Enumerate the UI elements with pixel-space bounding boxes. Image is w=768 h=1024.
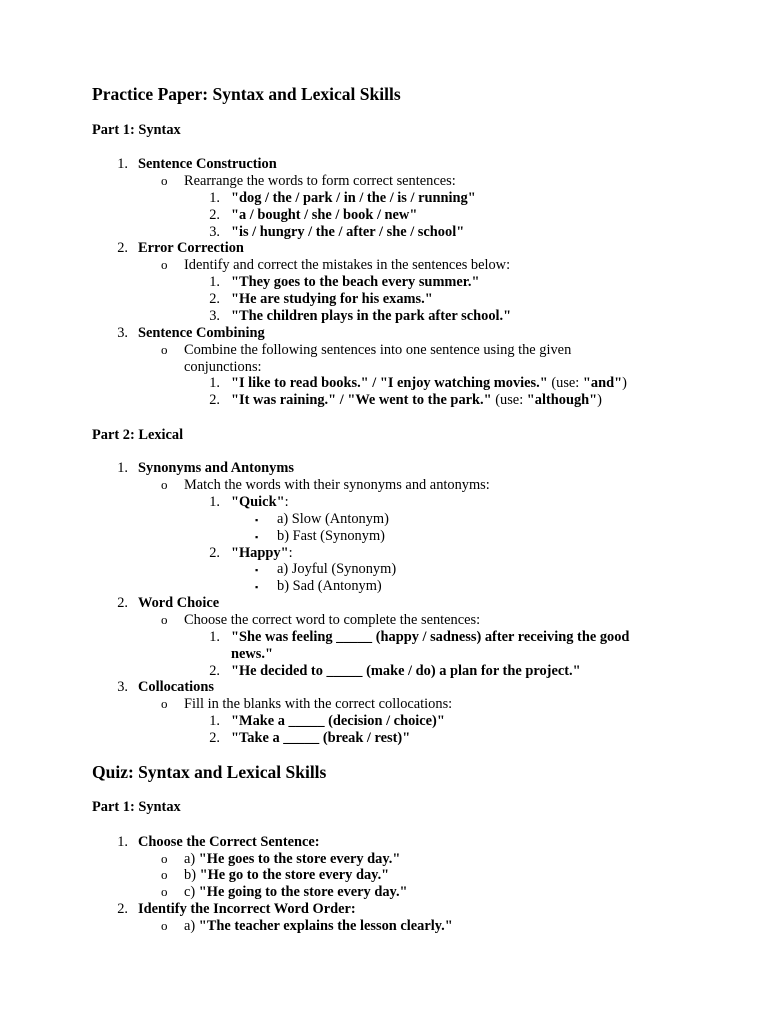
section-label: Synonyms and Antonyms [138, 460, 294, 476]
list-number: 2. [209, 291, 220, 307]
section-label: Sentence Construction [138, 156, 277, 172]
circle-bullet-icon: o [161, 612, 168, 627]
colon: : [288, 545, 293, 561]
list-item: "They goes to the beach every summer." [231, 274, 480, 290]
list-number: 2. [209, 663, 220, 679]
list-number: 2. [209, 207, 220, 223]
instruction-text: Combine the following sentences into one sentence using the given [184, 342, 572, 358]
list-item [231, 392, 602, 409]
list-number: 2. [209, 545, 220, 561]
item-close-paren: ) [597, 392, 602, 408]
option-letter: a) [184, 918, 199, 934]
list-number: 2. [117, 240, 128, 256]
question-label: Choose the Correct Sentence: [138, 834, 320, 850]
list-item [231, 545, 293, 562]
list-number: 2. [117, 901, 128, 917]
option-text: a) Slow (Antonym) [277, 511, 389, 527]
list-number: 3. [117, 325, 128, 341]
list-item: "He decided to _____ (make / do) a plan for the project." [231, 663, 581, 679]
circle-bullet-icon: o [161, 257, 168, 272]
list-item: "is / hungry / the / after / she / school" [231, 224, 465, 240]
list-item: "She was feeling _____ (happy / sadness) after receiving the good [231, 629, 630, 645]
instruction-text: Fill in the blanks with the correct collocations: [184, 696, 453, 712]
vocab-word: "Quick" [231, 494, 285, 510]
list-item-continued: news." [231, 646, 273, 662]
page-title: Practice Paper: Syntax and Lexical Skills [92, 84, 401, 104]
list-item: "a / bought / she / book / new" [231, 207, 418, 223]
option-text: b) Sad (Antonym) [277, 578, 382, 594]
list-number: 3. [209, 308, 220, 324]
option-text: b) Fast (Synonym) [277, 528, 385, 544]
answer-option [184, 851, 400, 868]
square-bullet-icon: ▪ [255, 582, 259, 592]
answer-option [184, 884, 408, 901]
option-letter: c) [184, 884, 199, 900]
vocab-word: "Happy" [231, 545, 289, 561]
list-number: 1. [209, 629, 220, 645]
part2-heading: Part 2: Lexical [92, 427, 184, 443]
instruction-text: conjunctions: [184, 359, 262, 375]
circle-bullet-icon: o [161, 851, 168, 866]
option-letter: b) [184, 867, 200, 883]
answer-option [184, 867, 389, 884]
item-sentences: "It was raining." / "We went to the park." [231, 392, 492, 408]
list-number: 1. [117, 156, 128, 172]
item-conjunction: "and" [582, 375, 623, 391]
option-text: "He goes to the store every day." [198, 851, 401, 867]
option-text: a) Joyful (Synonym) [277, 561, 397, 577]
list-number: 2. [209, 730, 220, 746]
list-number: 1. [209, 375, 220, 391]
item-use-label: (use: [491, 392, 527, 408]
quiz-part1-heading: Part 1: Syntax [92, 799, 181, 815]
list-item [231, 494, 289, 511]
option-text: "The teacher explains the lesson clearly." [198, 918, 453, 934]
square-bullet-icon: ▪ [255, 515, 259, 525]
list-number: 1. [209, 274, 220, 290]
section-label: Error Correction [138, 240, 244, 256]
list-item: "Make a _____ (decision / choice)" [231, 713, 445, 729]
square-bullet-icon: ▪ [255, 565, 259, 575]
section-label: Sentence Combining [138, 325, 265, 341]
option-letter: a) [184, 851, 199, 867]
item-close-paren: ) [622, 375, 627, 391]
list-number: 2. [209, 392, 220, 408]
section-label: Word Choice [138, 595, 220, 611]
list-number: 2. [117, 595, 128, 611]
option-text: "He go to the store every day." [199, 867, 390, 883]
list-item: "He are studying for his exams." [231, 291, 433, 307]
circle-bullet-icon: o [161, 696, 168, 711]
square-bullet-icon: ▪ [255, 532, 259, 542]
instruction-text: Match the words with their synonyms and antonyms: [184, 477, 490, 493]
item-sentences: "I like to read books." / "I enjoy watching movies." [231, 375, 548, 391]
circle-bullet-icon: o [161, 173, 168, 188]
answer-option [184, 918, 453, 935]
instruction-text: Identify and correct the mistakes in the sentences below: [184, 257, 511, 273]
circle-bullet-icon: o [161, 867, 168, 882]
circle-bullet-icon: o [161, 477, 168, 492]
list-item: "The children plays in the park after school." [231, 308, 512, 324]
part1-heading: Part 1: Syntax [92, 122, 181, 138]
list-item: "dog / the / park / in / the / is / running" [231, 190, 476, 206]
list-number: 1. [117, 834, 128, 850]
circle-bullet-icon: o [161, 918, 168, 933]
colon: : [284, 494, 289, 510]
circle-bullet-icon: o [161, 342, 168, 357]
list-number: 1. [209, 494, 220, 510]
list-number: 1. [117, 460, 128, 476]
quiz-title: Quiz: Syntax and Lexical Skills [92, 762, 327, 782]
list-item [231, 375, 627, 392]
instruction-text: Choose the correct word to complete the sentences: [184, 612, 481, 628]
circle-bullet-icon: o [161, 884, 168, 899]
section-label: Collocations [138, 679, 214, 695]
list-number: 3. [209, 224, 220, 240]
list-number: 3. [117, 679, 128, 695]
option-text: "He going to the store every day." [198, 884, 408, 900]
item-conjunction: "although" [526, 392, 598, 408]
item-use-label: (use: [547, 375, 583, 391]
list-number: 1. [209, 190, 220, 206]
list-item: "Take a _____ (break / rest)" [231, 730, 411, 746]
question-label: Identify the Incorrect Word Order: [138, 901, 356, 917]
list-number: 1. [209, 713, 220, 729]
instruction-text: Rearrange the words to form correct sentences: [184, 173, 456, 189]
